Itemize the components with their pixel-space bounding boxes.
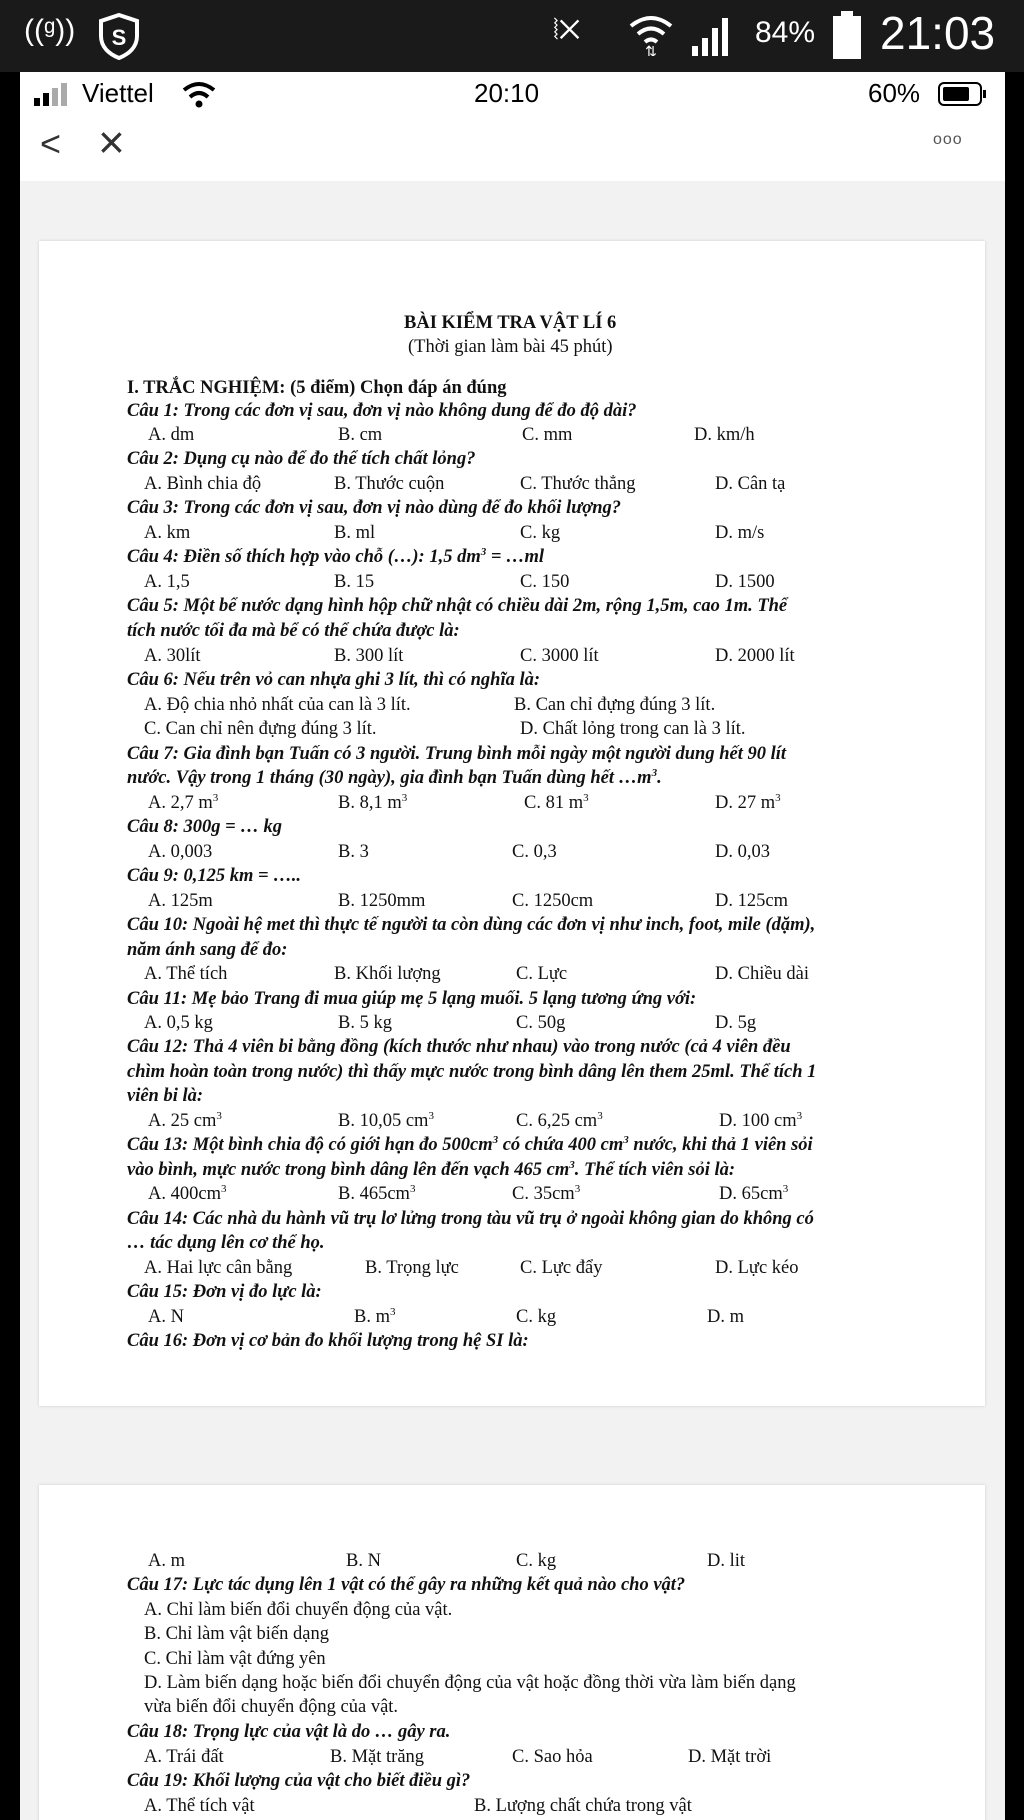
q7-a-text: A. 2,7 m xyxy=(148,793,213,813)
q9-option-d: D. 125cm xyxy=(715,891,788,911)
q13-a-sup: 3 xyxy=(220,1182,227,1195)
q7-sup: 3 xyxy=(651,766,658,779)
nfc-mute-icon: ⦚✕ xyxy=(553,14,581,45)
q14-option-d: D. Lực kéo xyxy=(715,1258,799,1278)
q13-c-text: C. 35cm xyxy=(512,1184,575,1204)
signal-icon xyxy=(690,14,734,58)
q7-option-b xyxy=(338,792,407,814)
q17-option-b: B. Chỉ làm vật biến dạng xyxy=(144,1624,329,1644)
svg-text:⇅: ⇅ xyxy=(645,43,657,56)
q13-d-sup: 3 xyxy=(782,1182,789,1195)
q12-b-sup: 3 xyxy=(428,1109,434,1122)
q17-option-d-line-1: D. Làm biến dạng hoặc biến đổi chuyển động của vật hoặc đồng thời vừa làm biến dạng xyxy=(144,1673,796,1693)
inner-status-bar xyxy=(20,72,1005,117)
carrier-name: Viettel xyxy=(82,78,154,108)
q1-option-c: C. mm xyxy=(522,425,573,445)
q4-option-c: C. 150 xyxy=(520,572,570,592)
question-7-line-1: Câu 7: Gia đình bạn Tuấn có 3 người. Trung bình mỗi ngày một người dung hết 90 lít xyxy=(127,744,787,764)
q4-text-post: = …ml xyxy=(486,547,545,567)
q7-c-sup: 3 xyxy=(583,791,589,804)
q10-option-c: C. Lực xyxy=(516,964,568,984)
q8-option-a: A. 0,003 xyxy=(148,842,213,862)
q1-option-a: A. dm xyxy=(148,425,195,445)
question-15: Câu 15: Đơn vị đo lực là: xyxy=(127,1282,322,1302)
q11-option-c: C. 50g xyxy=(516,1013,566,1033)
q13-l1-sup1: 3 xyxy=(492,1133,499,1146)
q12-b-text: B. 10,05 cm xyxy=(338,1111,429,1131)
q5-option-c: C. 3000 lít xyxy=(520,646,599,666)
question-4 xyxy=(127,546,544,568)
q19-option-b: B. Lượng chất chứa trong vật xyxy=(474,1796,692,1816)
question-13-line-2 xyxy=(127,1159,735,1181)
inner-battery-text: 60% xyxy=(868,78,921,108)
q7-option-d xyxy=(715,792,781,814)
q13-option-b xyxy=(338,1183,415,1205)
question-10-line-2: năm ánh sang để đo: xyxy=(127,940,288,960)
q16-option-a: A. m xyxy=(148,1551,185,1571)
question-6: Câu 6: Nếu trên vỏ can nhựa ghi 3 lít, thì có nghĩa là: xyxy=(127,670,541,690)
q10-option-b: B. Khối lượng xyxy=(334,964,441,984)
q10-option-a: A. Thể tích xyxy=(144,964,228,984)
q18-option-a: A. Trái đất xyxy=(144,1747,224,1767)
document-page-2 xyxy=(39,1485,985,1820)
svg-text:S: S xyxy=(111,25,127,50)
q12-a-sup: 3 xyxy=(216,1109,222,1122)
more-options-button[interactable]: ooo xyxy=(933,131,963,148)
q18-option-d: D. Mặt trời xyxy=(688,1747,772,1767)
q15-b-text: B. m xyxy=(354,1307,390,1327)
question-8: Câu 8: 300g = … kg xyxy=(127,817,282,837)
q15-option-a: A. N xyxy=(148,1307,184,1327)
question-10-line-1: Câu 10: Ngoài hệ met thì thực tế người ta còn dùng các đơn vị như inch, foot, mile (dặm), xyxy=(127,915,816,935)
q13-l1-pre: Câu 13: Một bình chia độ có giới hạn đo 500cm xyxy=(127,1135,493,1155)
q16-option-d: D. lit xyxy=(707,1551,746,1571)
doc-title: BÀI KIỂM TRA VẬT LÍ 6 xyxy=(404,313,617,333)
q13-l1-post: nước, khi thả 1 viên sỏi xyxy=(628,1135,813,1155)
q13-l1-sup2: 3 xyxy=(623,1133,629,1146)
q2-option-b: B. Thước cuộn xyxy=(334,474,445,494)
question-13-line-1 xyxy=(127,1134,813,1156)
q13-l2-pre: vào bình, mực nước trong bình dâng lên đến vạch 465 cm xyxy=(127,1160,570,1180)
q14-option-c: C. Lực đẩy xyxy=(520,1258,603,1278)
document-page-1 xyxy=(39,241,985,1406)
q14-option-a: A. Hai lực cân bằng xyxy=(144,1258,293,1278)
q16-option-b: B. N xyxy=(346,1551,381,1571)
question-12-line-2: chìm hoàn toàn trong nước) thì thấy mực nước trong bình dâng lên them 25ml. Thể tích 1 xyxy=(127,1062,817,1082)
q9-option-c: C. 1250cm xyxy=(512,891,594,911)
q15-option-d: D. m xyxy=(707,1307,744,1327)
q17-option-a: A. Chỉ làm biến đổi chuyển động của vật. xyxy=(144,1600,453,1620)
q6-option-c: C. Can chỉ nên đựng đúng 3 lít. xyxy=(144,719,377,739)
question-2: Câu 2: Dụng cụ nào để đo thể tích chất lỏng? xyxy=(127,449,476,469)
q6-option-d: D. Chất lỏng trong can là 3 lít. xyxy=(520,719,746,739)
question-14-line-2: … tác dụng lên cơ thể họ. xyxy=(127,1233,325,1253)
q7-b-text: B. 8,1 m xyxy=(338,793,402,813)
question-9: Câu 9: 0,125 km = ….. xyxy=(127,866,301,886)
q7-d-text: D. 27 m xyxy=(715,793,776,813)
q12-option-c xyxy=(516,1110,603,1132)
q11-option-b: B. 5 kg xyxy=(338,1013,392,1033)
inner-wifi-icon xyxy=(182,80,216,108)
q13-c-sup: 3 xyxy=(574,1182,581,1195)
q5-option-b: B. 300 lít xyxy=(334,646,404,666)
q13-option-d xyxy=(719,1183,788,1205)
q8-option-b: B. 3 xyxy=(338,842,369,862)
inner-battery-icon xyxy=(938,82,988,106)
question-1: Câu 1: Trong các đơn vị sau, đơn vị nào không dung để đo độ dài? xyxy=(127,401,637,421)
q11-option-a: A. 0,5 kg xyxy=(144,1013,213,1033)
browser-nav-bar xyxy=(20,117,1005,181)
question-14-line-1: Câu 14: Các nhà du hành vũ trụ lơ lửng trong tàu vũ trụ ở ngoài không gian do không có xyxy=(127,1209,814,1229)
q5-option-a: A. 30lít xyxy=(144,646,201,666)
shield-icon xyxy=(96,12,142,60)
q7-option-a xyxy=(148,792,218,814)
q12-option-a xyxy=(148,1110,222,1132)
q5-option-d: D. 2000 lít xyxy=(715,646,795,666)
q4-option-d: D. 1500 xyxy=(715,572,775,592)
q3-option-d: D. m/s xyxy=(715,523,765,543)
close-button[interactable]: × xyxy=(98,116,125,168)
q7-text-post: . xyxy=(657,768,662,788)
q3-option-c: C. kg xyxy=(520,523,561,543)
question-16: Câu 16: Đơn vị cơ bản đo khối lượng trong hệ SI là: xyxy=(127,1331,529,1351)
q12-c-sup: 3 xyxy=(597,1109,603,1122)
q2-option-a: A. Bình chia độ xyxy=(144,474,262,494)
q9-option-b: B. 1250mm xyxy=(338,891,426,911)
q16-option-c: C. kg xyxy=(516,1551,557,1571)
q2-option-c: C. Thước thẳng xyxy=(520,474,636,494)
q12-a-text: A. 25 cm xyxy=(148,1111,217,1131)
q12-option-d xyxy=(719,1110,802,1132)
q7-d-sup: 3 xyxy=(775,791,781,804)
q4-sup: 3 xyxy=(480,545,487,558)
hotspot-icon: ((ᵍ)) xyxy=(24,14,76,47)
q3-option-a: A. km xyxy=(144,523,191,543)
q4-option-b: B. 15 xyxy=(334,572,375,592)
doc-subtitle: (Thời gian làm bài 45 phút) xyxy=(408,337,613,357)
q14-option-b: B. Trọng lực xyxy=(365,1258,459,1278)
q19-option-a: A. Thể tích vật xyxy=(144,1796,255,1816)
q6-option-b: B. Can chỉ đựng đúng 3 lít. xyxy=(514,695,716,715)
q7-option-c xyxy=(524,792,589,814)
q15-option-b xyxy=(354,1306,395,1328)
back-button[interactable]: < xyxy=(40,123,62,164)
question-3: Câu 3: Trong các đơn vị sau, đơn vị nào dùng để đo khối lượng? xyxy=(127,498,622,518)
wifi-icon xyxy=(628,10,674,56)
q6-option-a: A. Độ chia nhỏ nhất của can là 3 lít. xyxy=(144,695,411,715)
q11-option-d: D. 5g xyxy=(715,1013,757,1033)
q13-l1-mid: có chứa 400 cm xyxy=(498,1135,624,1155)
q4-text-pre: Câu 4: Điền số thích hợp vào chỗ (…): 1,5 dm xyxy=(127,547,481,567)
question-17: Câu 17: Lực tác dụng lên 1 vật có thể gây ra những kết quả nào cho vật? xyxy=(127,1575,686,1595)
q15-b-sup: 3 xyxy=(389,1305,396,1318)
q18-option-c: C. Sao hỏa xyxy=(512,1747,593,1767)
question-19: Câu 19: Khối lượng của vật cho biết điều gì? xyxy=(127,1771,471,1791)
q17-option-c: C. Chỉ làm vật đứng yên xyxy=(144,1649,326,1669)
q13-l2-post: . Thể tích viên sỏi là: xyxy=(574,1160,736,1180)
q7-a-sup: 3 xyxy=(212,791,219,804)
q3-option-b: B. ml xyxy=(334,523,376,543)
q13-d-text: D. 65cm xyxy=(719,1184,783,1204)
q7-text-pre: nước. Vậy trong 1 tháng (30 ngày), gia đình bạn Tuấn dùng hết …m xyxy=(127,768,652,788)
q15-option-c: C. kg xyxy=(516,1307,557,1327)
q13-b-sup: 3 xyxy=(409,1182,416,1195)
q13-a-text: A. 400cm xyxy=(148,1184,221,1204)
cell-signal-icon xyxy=(34,82,74,108)
phone-screenshot xyxy=(20,72,1005,1820)
inner-clock: 20:10 xyxy=(474,78,540,108)
q4-option-a: A. 1,5 xyxy=(144,572,190,592)
q8-option-d: D. 0,03 xyxy=(715,842,770,862)
outer-clock: 21:03 xyxy=(880,7,996,59)
section-heading: I. TRẮC NGHIỆM: (5 điểm) Chọn đáp án đúng xyxy=(127,378,507,398)
q8-option-c: C. 0,3 xyxy=(512,842,557,862)
q13-option-c xyxy=(512,1183,580,1205)
q10-option-d: D. Chiều dài xyxy=(715,964,810,984)
question-12-line-1: Câu 12: Thả 4 viên bi bằng đồng (kích thước như nhau) vào trong nước (cả 4 viên đều xyxy=(127,1037,791,1057)
outer-battery-text: 84% xyxy=(755,16,816,49)
q13-option-a xyxy=(148,1183,226,1205)
question-11: Câu 11: Mẹ bảo Trang đi mua giúp mẹ 5 lạng muối. 5 lạng tương ứng với: xyxy=(127,989,697,1009)
q9-option-a: A. 125m xyxy=(148,891,213,911)
question-18: Câu 18: Trọng lực của vật là do … gây ra. xyxy=(127,1722,451,1742)
q1-option-b: B. cm xyxy=(338,425,383,445)
q12-d-text: D. 100 cm xyxy=(719,1111,797,1131)
q2-option-d: D. Cân tạ xyxy=(715,474,786,494)
q18-option-b: B. Mặt trăng xyxy=(330,1747,425,1767)
q12-option-b xyxy=(338,1110,434,1132)
battery-icon xyxy=(832,10,862,60)
outer-status-bar xyxy=(0,0,1024,72)
q13-b-text: B. 465cm xyxy=(338,1184,410,1204)
q12-d-sup: 3 xyxy=(796,1109,803,1122)
question-5-line-1: Câu 5: Một bể nước dạng hình hộp chữ nhật có chiều dài 2m, rộng 1,5m, cao 1m. Thể xyxy=(127,596,788,616)
question-12-line-3: viên bi là: xyxy=(127,1086,204,1106)
q1-option-d: D. km/h xyxy=(694,425,755,445)
question-5-line-2: tích nước tối đa mà bể có thể chứa được là: xyxy=(127,621,460,641)
q7-b-sup: 3 xyxy=(401,791,408,804)
q13-l2-sup: 3 xyxy=(569,1158,575,1171)
q12-c-text: C. 6,25 cm xyxy=(516,1111,598,1131)
q7-c-text: C. 81 m xyxy=(524,793,584,813)
q17-option-d-line-2: vừa biến đổi chuyển động của vật. xyxy=(144,1697,399,1717)
question-7-line-2 xyxy=(127,767,662,789)
